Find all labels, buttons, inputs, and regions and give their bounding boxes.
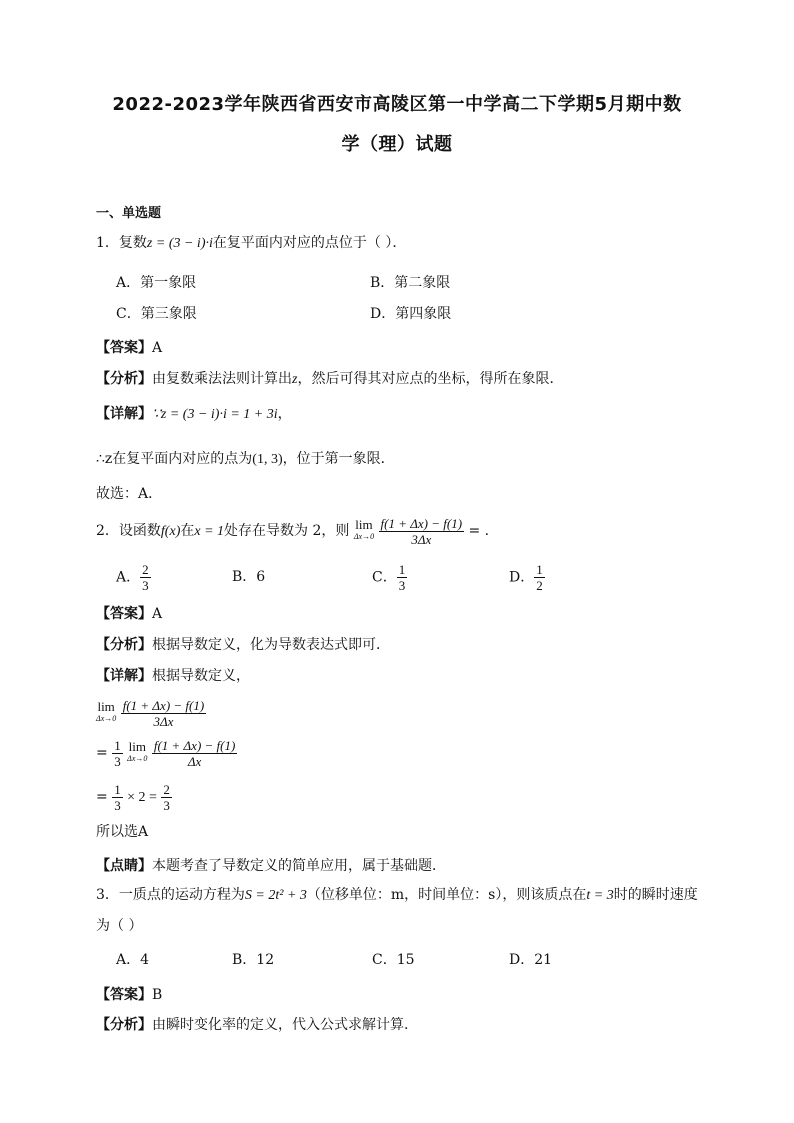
q2-mid2: 处存在导数为 2，则 — [224, 523, 350, 539]
q2-option-c-frac — [397, 562, 408, 593]
q2-step2-num: f(1 + Δx) − f(1) — [153, 737, 236, 753]
q3-answer — [96, 985, 162, 1005]
q1-option-b: B．第二象限 — [370, 275, 451, 291]
q2-analysis-text: 根据导数定义，化为导数表达式即可． — [152, 637, 390, 653]
q1-analysis — [96, 369, 563, 390]
q2-option-a-label: A． — [116, 569, 141, 586]
analysis-tag: 【分析】 — [96, 1017, 152, 1033]
lim-sub: Δx→0 — [96, 714, 117, 723]
q2-step3-result-den: 3 — [163, 797, 170, 813]
q2-step3-result-num: 2 — [163, 781, 170, 797]
q2-detail — [96, 666, 250, 686]
q2-fx: f(x) — [160, 524, 181, 539]
q1-detail-end: ， — [277, 406, 292, 422]
q1-line2-text-a: ∴z在复平面内对应的点为 — [96, 451, 253, 467]
q2-step2-eq: = — [96, 745, 108, 761]
q2-option-a-num: 2 — [142, 562, 149, 577]
q2-step2-limit — [127, 741, 147, 765]
q3-option-c: C．15 — [372, 952, 415, 968]
q3-stem-line2: 为（ ） — [96, 918, 143, 934]
lim-word: lim — [355, 517, 373, 532]
q2-step3 — [96, 780, 172, 815]
q2-step2-den: Δx — [187, 753, 202, 769]
q2-option-a-den: 3 — [142, 578, 149, 593]
lim-sub: Δx→0 — [353, 532, 375, 541]
q1-option-a: A．第一象限 — [116, 275, 197, 291]
q2-step3-den: 3 — [114, 797, 121, 813]
q3-stem — [96, 885, 698, 906]
q3-mid: （位移单位：m，时间单位：s），则该质点在 — [306, 887, 587, 903]
answer-tag: 【答案】 — [96, 987, 152, 1003]
page-title-line2: 学（理）试题 — [341, 134, 453, 155]
q2-cond: x = 1 — [194, 524, 225, 539]
q2-step1 — [96, 696, 206, 730]
q3-option-b: B．12 — [232, 952, 275, 968]
q1-answer — [96, 338, 162, 358]
q1-detail-line2 — [96, 449, 395, 470]
section-heading: 一、单选题 — [96, 206, 162, 221]
q2-step1-num: f(1 + Δx) − f(1) — [122, 697, 205, 713]
q2-analysis — [96, 635, 390, 655]
q1-detail-expr: ∵z = (3 − i)·i = 1 + 3i — [152, 407, 278, 422]
q2-step2-coef — [112, 738, 123, 769]
page-title-line1: 2022-2023学年陕西省西安市高陵区第一中学高二下学期5月期中数 — [112, 94, 682, 115]
q1-line2-text-b: ，位于第一象限． — [282, 451, 395, 467]
q3-suffix: 时的瞬时速度 — [613, 887, 698, 903]
q2-mid: 在 — [180, 523, 195, 539]
q1-stem — [96, 233, 406, 254]
q2-stem — [96, 513, 489, 550]
q2-conclusion: 所以选A — [96, 824, 149, 840]
q1-analysis-text-b: ，然后可得其对应点的坐标，得所在象限． — [297, 371, 564, 387]
q2-step3-coef — [112, 782, 123, 813]
q2-step2-coef-num: 1 — [114, 737, 121, 753]
q2-step3-times: × 2 = — [127, 790, 157, 805]
q3-cond: t = 3 — [586, 888, 614, 903]
q2-step2-coef-den: 3 — [114, 753, 121, 769]
q2-comment — [96, 856, 446, 876]
q2-step3-num: 1 — [114, 781, 121, 797]
q2-option-c-den: 3 — [398, 578, 406, 593]
q2-step1-fraction — [121, 698, 207, 729]
q3-analysis — [96, 1015, 408, 1035]
q2-option-d-num: 1 — [536, 562, 543, 577]
q1-conclusion: 故选：A． — [96, 486, 163, 502]
q1-answer-value: A — [152, 340, 163, 356]
q1-analysis-text-a: 由复数乘法法则计算出 — [152, 371, 292, 387]
q2-option-d-frac — [534, 562, 545, 593]
q2-step3-eq: = — [96, 789, 113, 805]
q2-frac-num: f(1 + Δx) − f(1) — [380, 515, 463, 531]
q2-answer — [96, 604, 162, 624]
answer-tag: 【答案】 — [96, 606, 152, 622]
q2-prefix: 2．设函数 — [96, 523, 161, 539]
q2-option-c — [372, 562, 407, 593]
q1-point: (1, 3) — [252, 452, 283, 467]
q3-analysis-text: 由瞬时变化率的定义，代入公式求解计算. — [152, 1017, 409, 1033]
q2-option-a — [116, 562, 151, 593]
q3-expr: S = 2t² + 3 — [244, 888, 307, 903]
q2-option-d — [509, 562, 545, 593]
q1-analysis-var: z — [292, 372, 298, 387]
q2-option-d-den: 2 — [536, 578, 543, 593]
q2-fraction — [379, 516, 465, 547]
q2-detail-text: 根据导数定义， — [152, 668, 250, 684]
q2-option-c-label: C． — [372, 569, 397, 586]
comment-tag: 【点睛】 — [96, 858, 152, 874]
q2-tail: = . — [468, 523, 490, 539]
q2-option-c-num: 1 — [398, 562, 406, 577]
q3-option-a: A．4 — [116, 952, 150, 968]
detail-tag: 【详解】 — [96, 668, 152, 684]
q2-step2 — [96, 736, 237, 770]
q2-frac-den: 3Δx — [411, 531, 432, 547]
q2-answer-value: A — [152, 606, 163, 622]
q2-option-b: B．6 — [232, 569, 266, 585]
q3-prefix: 3．一质点的运动方程为 — [96, 887, 245, 903]
q2-option-a-frac — [140, 562, 151, 593]
answer-tag: 【答案】 — [96, 340, 152, 356]
q1-option-d: D．第四象限 — [370, 306, 452, 322]
q1-option-c: C．第三象限 — [116, 306, 197, 322]
q2-limit — [354, 519, 374, 543]
q2-step1-limit — [96, 701, 116, 725]
q1-prefix: 1．复数 — [96, 235, 147, 251]
q1-detail — [96, 404, 292, 425]
lim-word: lim — [128, 739, 146, 754]
q2-step2-fraction — [152, 738, 238, 769]
q2-step1-den: 3Δx — [153, 713, 174, 729]
q1-expr: z = (3 − i)·i — [146, 236, 213, 251]
q2-option-d-label: D． — [509, 569, 535, 586]
q2-step3-result — [161, 782, 172, 813]
detail-tag: 【详解】 — [96, 406, 152, 422]
q3-option-d: D．21 — [509, 952, 553, 968]
lim-word: lim — [97, 699, 115, 714]
q2-comment-text: 本题考查了导数定义的简单应用，属于基础题． — [152, 858, 446, 874]
lim-sub: Δx→0 — [127, 754, 148, 763]
analysis-tag: 【分析】 — [96, 637, 152, 653]
q1-suffix: 在复平面内对应的点位于（ ）． — [212, 235, 407, 251]
q3-answer-value: B — [152, 987, 163, 1003]
analysis-tag: 【分析】 — [96, 371, 152, 387]
